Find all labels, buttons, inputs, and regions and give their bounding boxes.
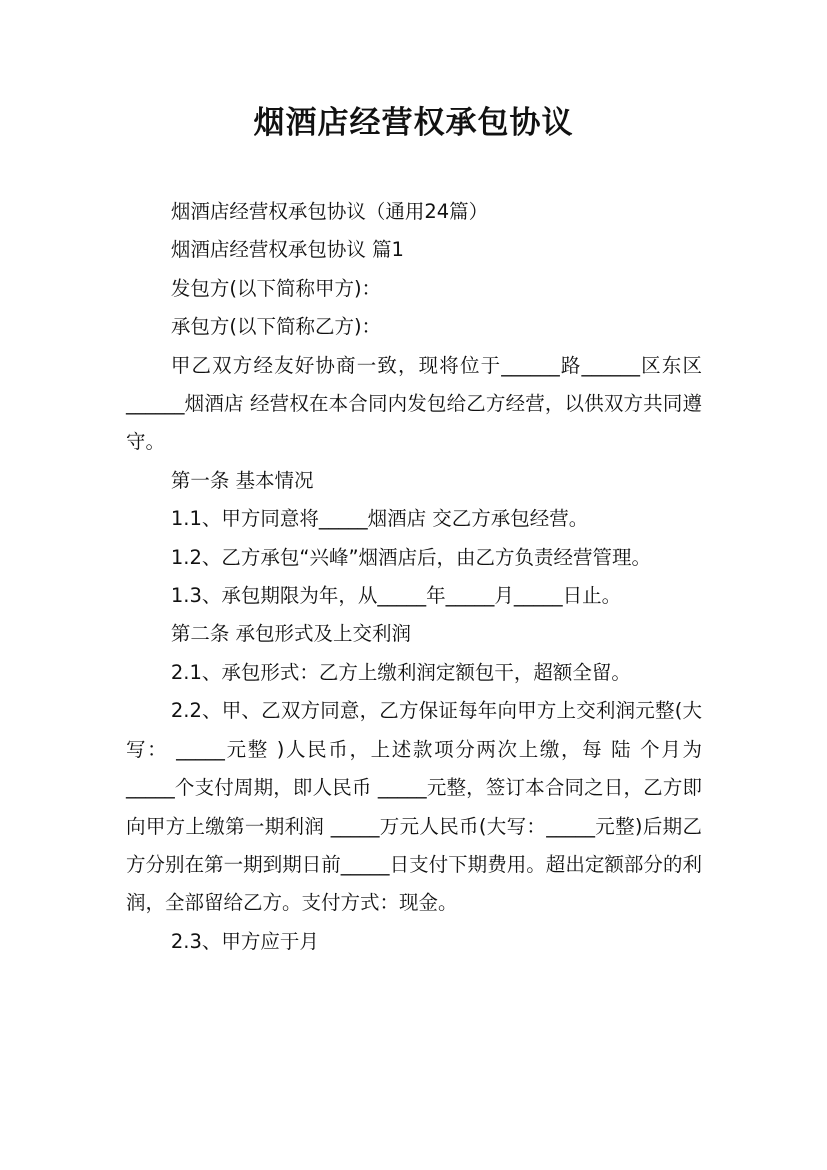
paragraph-clause-2-2: 2.2、甲、乙双方同意，乙方保证每年向甲方上交利润元整(大写： _____元整 )人民币，上述款项分两次上缴，每 陆 个月为_____个支付周期，即人民币 _____元整，签订本合同之日，乙方即向甲方上缴第一期利润 _____万元人民币(大写：_____元整)后期乙方分别在第一期到期日前_____日支付下期费用。超出定额部分的利润，全部留给乙方。支付方式：现金。: [126, 699, 702, 915]
paragraph-party-b: 承包方(以下简称乙方)：: [170, 315, 382, 339]
paragraph-article-2-heading: 第二条 承包形式及上交利润: [170, 622, 412, 646]
paragraph-clause-1-2: 1.2、乙方承包“兴峰”烟酒店后，由乙方负责经营管理。: [170, 545, 652, 569]
paragraph-clause-1-1: 1.1、甲方同意将_____烟酒店 交乙方承包经营。: [170, 507, 589, 531]
paragraph-subtitle: 烟酒店经营权承包协议（通用24篇）: [170, 200, 489, 223]
document-title: 烟酒店经营权承包协议: [253, 105, 574, 141]
paragraph-clause-1-3: 1.3、承包期限为年，从_____年_____月_____日止。: [170, 584, 622, 608]
paragraph-section-heading: 烟酒店经营权承包协议 篇1: [170, 238, 404, 262]
document-body: [126, 193, 702, 961]
paragraph-clause-2-3: 2.3、甲方应于月: [170, 929, 319, 953]
paragraph-intro: 甲乙双方经友好协商一致，现将位于______路______区东区______烟酒店 经营权在本合同内发包给乙方经营，以供双方共同遵守。: [126, 353, 702, 454]
paragraph-party-a: 发包方(以下简称甲方)：: [170, 276, 382, 300]
paragraph-clause-2-1: 2.1、承包形式：乙方上缴利润定额包干，超额全留。: [170, 660, 631, 684]
paragraph-article-1-heading: 第一条 基本情况: [170, 468, 314, 492]
